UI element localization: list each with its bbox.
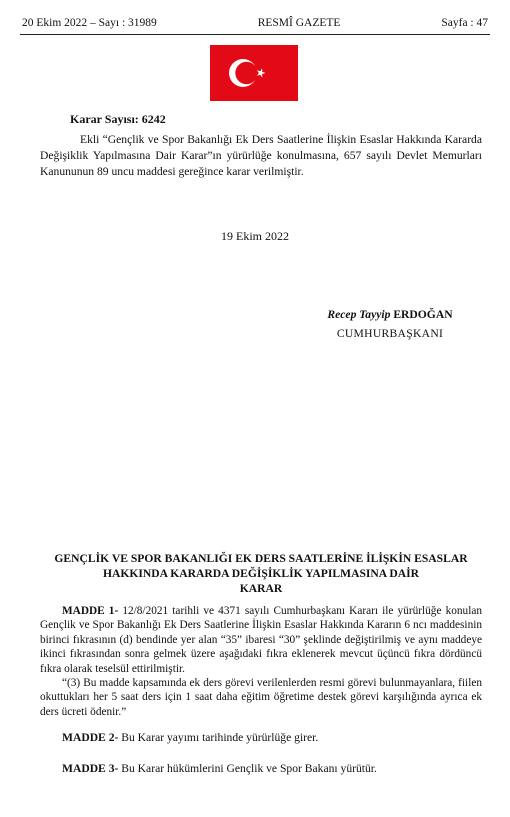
decision-number: Karar Sayısı: 6242 bbox=[70, 112, 166, 126]
decision-date: 19 Ekim 2022 bbox=[221, 229, 289, 243]
article-1-label: MADDE 1- bbox=[62, 605, 119, 617]
article-3-label: MADDE 3- bbox=[62, 762, 119, 775]
decision-intro: Ekli “Gençlik ve Spor Bakanlığı Ek Ders Saatlerine İlişkin Esaslar Hakkında Kararda Değişiklik Yapılmasına Dair Karar”ın yürürlüğe konulmasına, 657 sayılı Devlet Memurları Kanununun 89 uncu maddesi gereğince karar verilmiştir. bbox=[40, 133, 482, 178]
issue-info: 20 Ekim 2022 – Sayı : 31989 bbox=[22, 17, 157, 29]
signatory-first-names: Recep Tayyip bbox=[327, 308, 391, 321]
signatory-name bbox=[300, 308, 480, 321]
article-2 bbox=[62, 731, 318, 744]
title-line: GENÇLİK VE SPOR BAKANLIĞI EK DERS SAATLERİNE İLİŞKİN ESASLAR bbox=[54, 552, 468, 565]
article-3-text: Bu Karar hükümlerini Gençlik ve Spor Bakanı yürütür. bbox=[118, 762, 377, 775]
gazette-name: RESMÎ GAZETE bbox=[257, 17, 341, 29]
turkish-flag bbox=[210, 45, 298, 101]
article-1-quote: “(3) Bu madde kapsamında ek ders görevi verilenlerden resmi görevi bulunmayanlara, fiilen okuttukları her 5 saat ders için 1 saat daha eğitim öğretime destek görevi karşılığında ayrıca ek ders ücreti ödenir.” bbox=[40, 677, 482, 718]
title-line: HAKKINDA KARARDA DEĞİŞİKLİK YAPILMASINA DAİR bbox=[102, 567, 420, 580]
signatory-surname: ERDOĞAN bbox=[393, 308, 453, 321]
header-divider bbox=[20, 34, 490, 35]
signatory-title: CUMHURBAŞKANI bbox=[336, 327, 444, 340]
article-3 bbox=[62, 762, 377, 775]
page-number: Sayfa : 47 bbox=[441, 17, 488, 29]
article-1 bbox=[40, 604, 482, 719]
document-title bbox=[40, 551, 482, 596]
article-2-label: MADDE 2- bbox=[62, 731, 119, 744]
title-line: KARAR bbox=[239, 582, 283, 595]
article-1-paragraph bbox=[40, 604, 482, 676]
page-header bbox=[22, 14, 488, 32]
article-1-text: 12/8/2021 tarihli ve 4371 sayılı Cumhurbaşkanı Kararı ile yürürlüğe konulan Gençlik ve Spor Bakanlığı Ek Ders Saatlerine İlişkin Esaslar Hakkında Kararın 6 ncı maddesinin birinci fıkrasının (d) bendinde yer alan “35” ibaresi “30” şeklinde değiştirilmiş ve aynı maddeye ikinci fıkrasından sonra gelmek üzere aşağıdaki fıkra eklenerek mevcut üçüncü fıkra dördüncü fıkra olarak teselsül ettirilmiştir. bbox=[40, 605, 482, 675]
article-2-text: Bu Karar yayımı tarihinde yürürlüğe girer. bbox=[118, 731, 319, 744]
